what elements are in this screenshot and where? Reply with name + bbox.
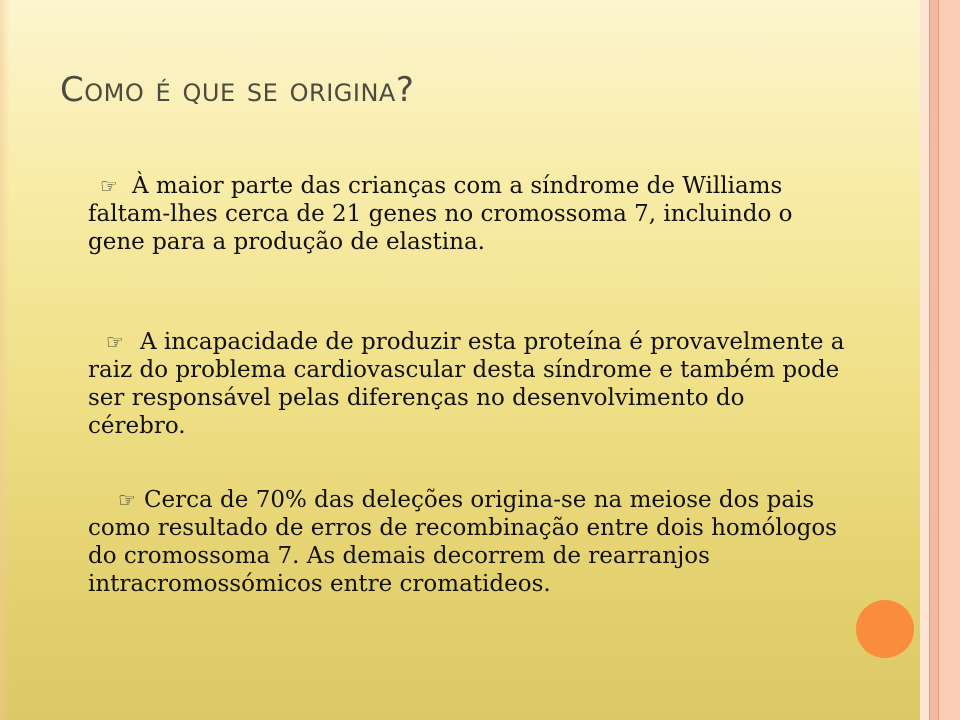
side-band-dark: [930, 0, 938, 720]
paragraph-text: Cerca de 70% das deleções origina-se na meiose dos pais como resultado de erros de recombinação entre dois homólogos do cromossoma 7. As demais decorrem de rearranjos intracromossómicos entre cromatideos.: [88, 487, 837, 597]
decorative-circle: [856, 600, 914, 658]
bullet-paragraph: [88, 172, 848, 256]
pointing-hand-icon: ☞: [106, 330, 124, 354]
paragraph-text: A incapacidade de produzir esta proteína é provavelmente a raiz do problema cardiovascular desta síndrome e também pode ser responsável pelas diferenças no desenvolvimento do cérebro.: [88, 329, 845, 439]
side-band-outer: [938, 0, 960, 720]
side-band-line: [938, 0, 939, 720]
bullet-paragraph: [88, 328, 848, 440]
bullet-paragraph: [88, 486, 848, 598]
slide-title: Como é que se origina?: [60, 70, 415, 110]
pointing-hand-icon: ☞: [100, 174, 118, 198]
pointing-hand-icon: ☞: [118, 488, 136, 512]
side-band-line: [929, 0, 930, 720]
paragraph-text: À maior parte das crianças com a síndrome de Williams faltam-lhes cerca de 21 genes no cromossoma 7, incluindo o gene para a produção de elastina.: [88, 173, 793, 255]
